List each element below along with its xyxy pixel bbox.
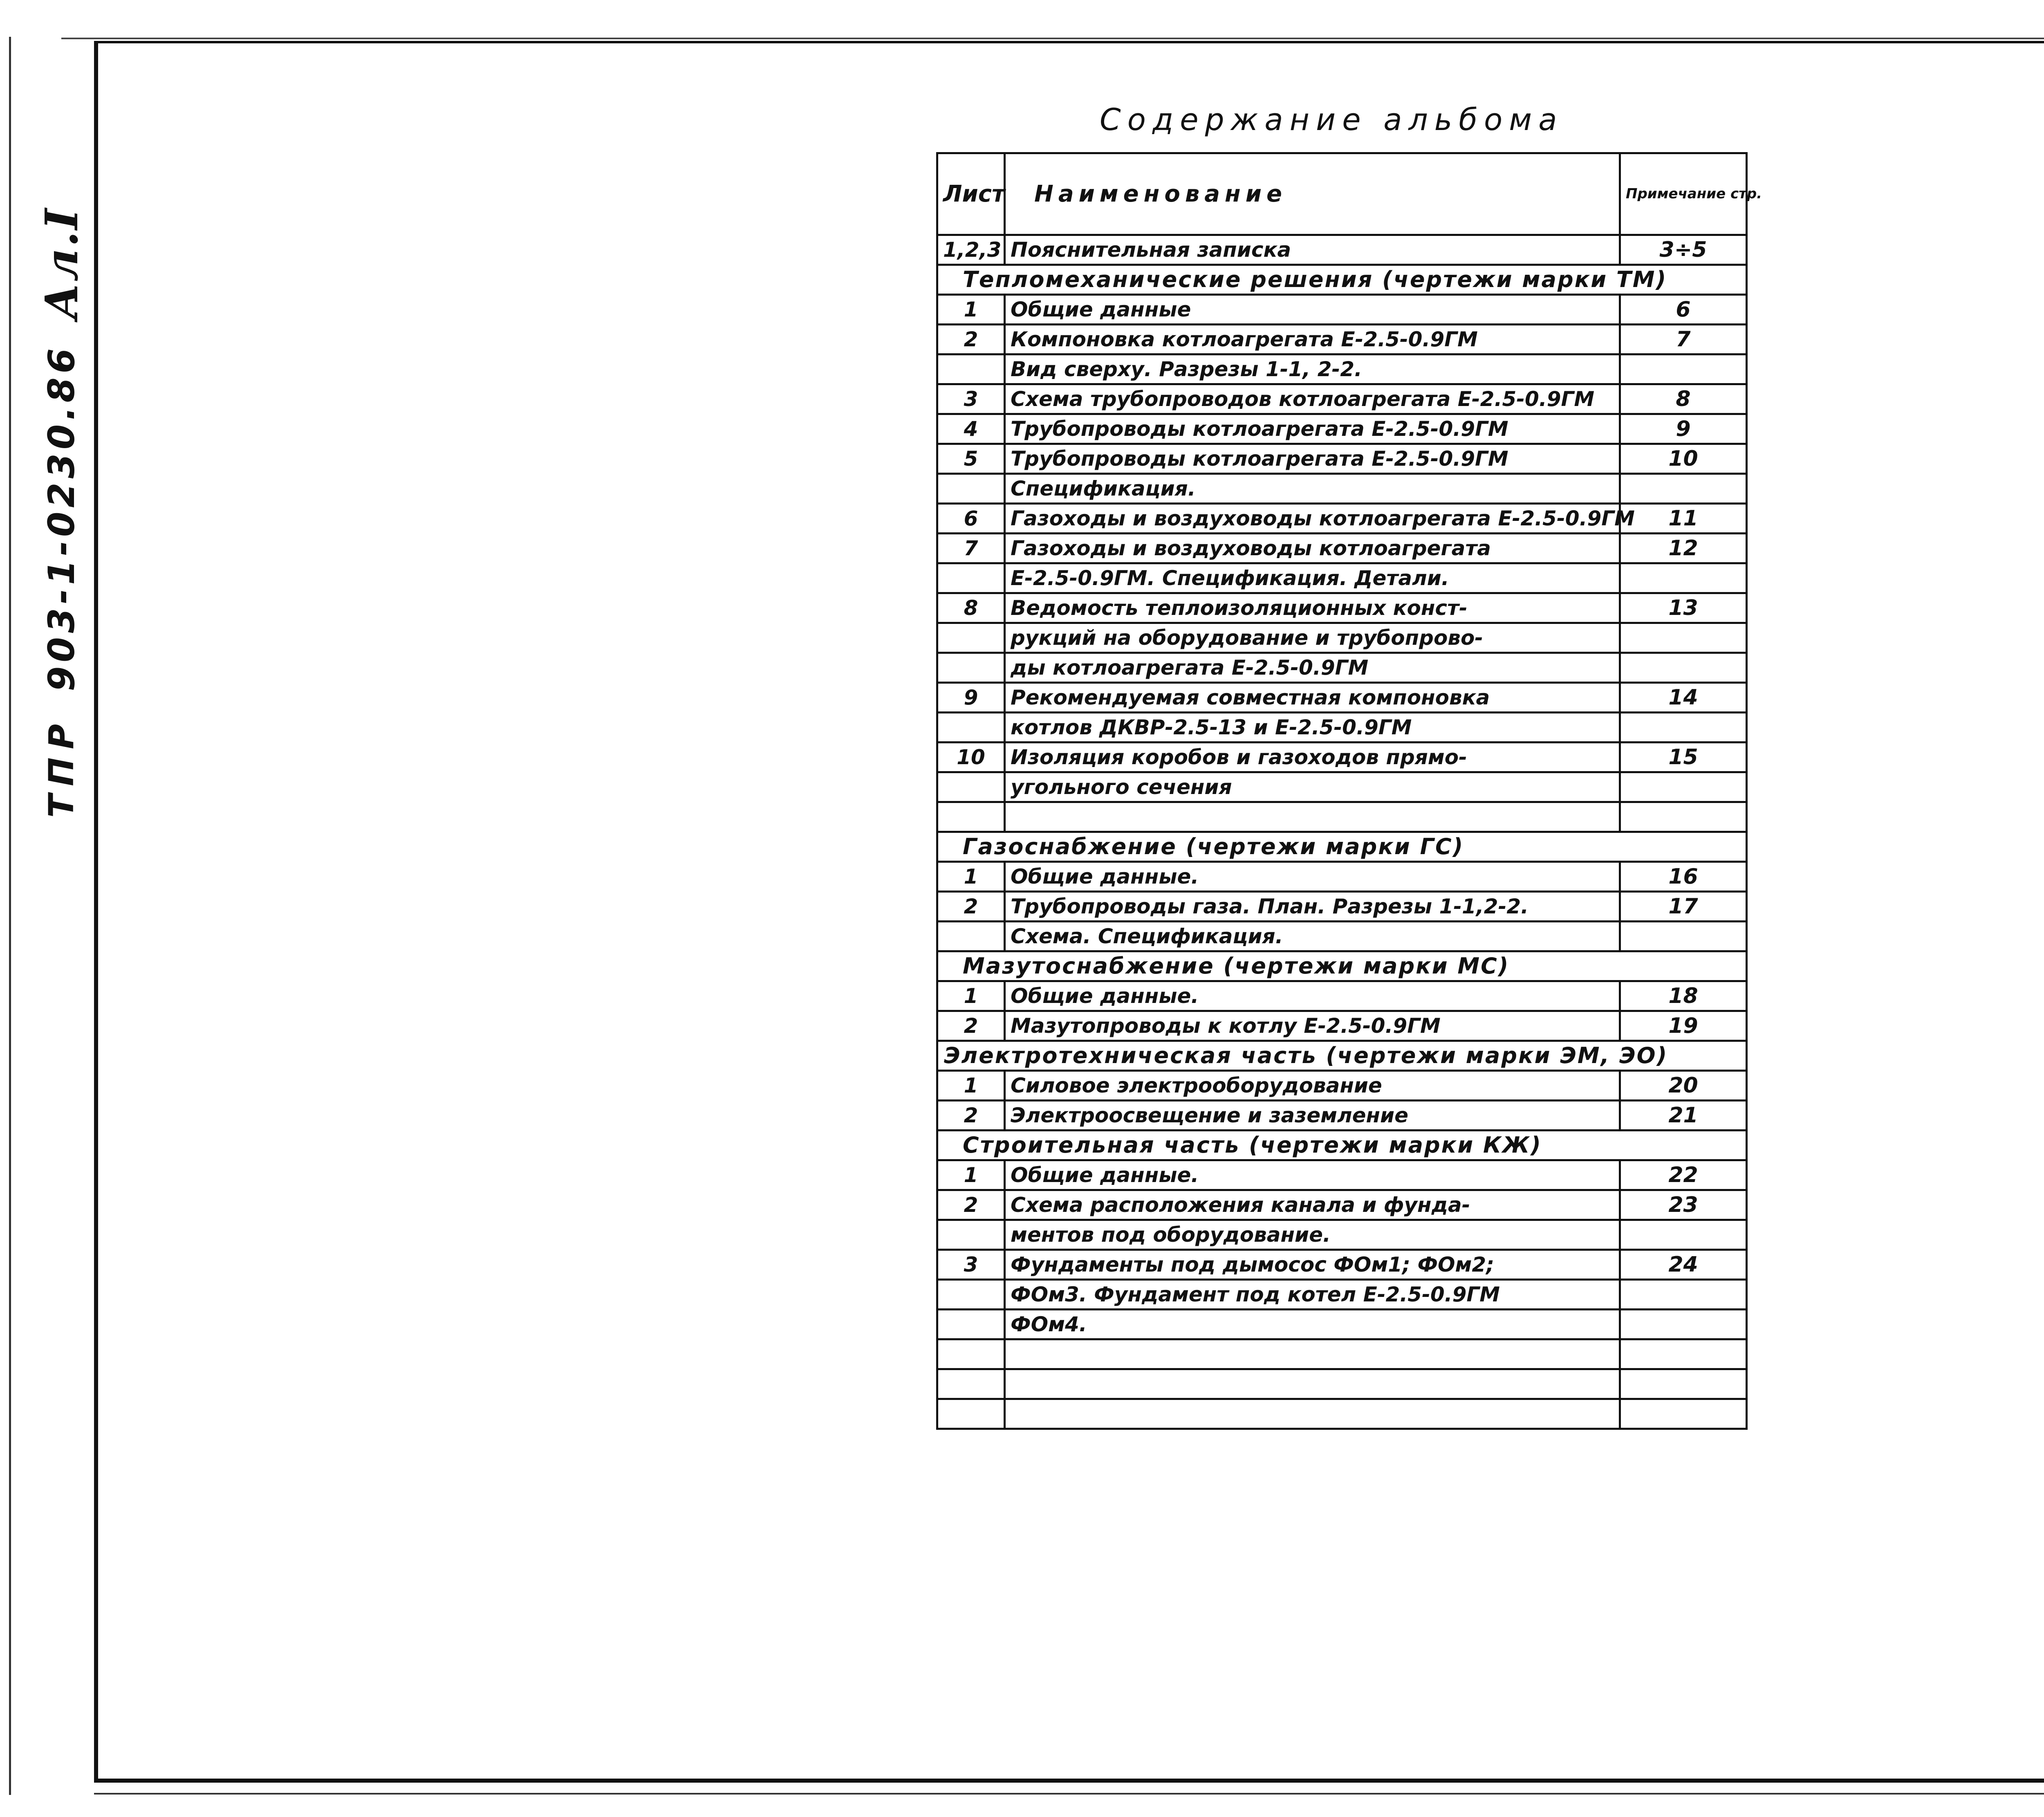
row-page (1620, 1369, 1747, 1399)
row-page (1620, 474, 1747, 504)
row-sheet-number (937, 623, 1005, 653)
row-sheet-number (937, 772, 1005, 802)
row-sheet-number: 1,2,3 (937, 235, 1005, 265)
table-row (937, 623, 1747, 653)
row-sheet-number: 1 (937, 862, 1005, 892)
table-row (937, 981, 1747, 1011)
row-name: Схема трубопроводов котлоагрегата Е-2.5-0.9ГМ (1005, 384, 1620, 414)
row-page (1620, 772, 1747, 802)
row-name: Трубопроводы котлоагрегата Е-2.5-0.9ГМ (1005, 444, 1620, 474)
row-sheet-number: 1 (937, 1071, 1005, 1101)
row-name: Трубопроводы котлоагрегата Е-2.5-0.9ГМ (1005, 414, 1620, 444)
row-sheet-number (937, 563, 1005, 593)
row-name (1005, 1369, 1620, 1399)
row-page: 11 (1620, 504, 1747, 534)
table-row (937, 534, 1747, 563)
row-name: Общие данные. (1005, 1160, 1620, 1190)
table-row (937, 713, 1747, 743)
sheet-top-edge (61, 38, 2044, 39)
row-sheet-number: 1 (937, 295, 1005, 325)
table-row (937, 1190, 1747, 1220)
table-row (937, 474, 1747, 504)
row-name: ФОм4. (1005, 1310, 1620, 1339)
row-page: 20 (1620, 1071, 1747, 1101)
table-row (937, 743, 1747, 772)
row-sheet-number (937, 1339, 1005, 1369)
sheet-bottom-edge (94, 1793, 2044, 1795)
row-name: угольного сечения (1005, 772, 1620, 802)
stamp-project-number: 903-1-0230.86 (40, 344, 83, 691)
row-name (1005, 1339, 1620, 1369)
contents-table (936, 152, 1762, 1430)
row-sheet-number: 1 (937, 1160, 1005, 1190)
row-page: 24 (1620, 1250, 1747, 1280)
sheet-left-edge (9, 37, 11, 1795)
row-page (1620, 1220, 1747, 1250)
table-row (937, 1339, 1747, 1369)
row-page: 9 (1620, 414, 1747, 444)
table-row (937, 593, 1747, 623)
table-row (937, 295, 1747, 325)
table-row (937, 802, 1747, 832)
table-row (937, 563, 1747, 593)
row-name: ментов под оборудование. (1005, 1220, 1620, 1250)
row-sheet-number: 2 (937, 892, 1005, 922)
table-row (937, 653, 1747, 683)
table-row (937, 1220, 1747, 1250)
row-name: ФОм3. Фундамент под котел Е-2.5-0.9ГМ (1005, 1280, 1620, 1310)
row-name: Компоновка котлоагрегата Е-2.5-0.9ГМ (1005, 325, 1620, 354)
table-row (937, 772, 1747, 802)
row-sheet-number (937, 1310, 1005, 1339)
contents-table-body (937, 153, 1762, 1429)
row-page: 21 (1620, 1101, 1747, 1131)
row-page: 16 (1620, 862, 1747, 892)
row-sheet-number (937, 474, 1005, 504)
row-name: Изоляция коробов и газоходов прямо- (1005, 743, 1620, 772)
row-sheet-number (937, 1369, 1005, 1399)
row-name: Общие данные. (1005, 862, 1620, 892)
row-name: Газоходы и воздуховоды котлоагрегата Е-2.5-0.9ГМ (1005, 504, 1620, 534)
row-page: 18 (1620, 981, 1747, 1011)
row-sheet-number: 2 (937, 1101, 1005, 1131)
table-row (937, 235, 1747, 265)
row-sheet-number (937, 354, 1005, 384)
row-page: 23 (1620, 1190, 1747, 1220)
section-row (937, 1041, 1747, 1071)
row-sheet-number: 3 (937, 1250, 1005, 1280)
section-title: Тепломеханические решения (чертежи марки ТМ) (937, 265, 1747, 295)
row-sheet-number: 5 (937, 444, 1005, 474)
row-name: Общие данные (1005, 295, 1620, 325)
table-row (937, 1310, 1747, 1339)
table-row (937, 325, 1747, 354)
header-sheet: Лист (937, 153, 1005, 235)
row-page: 6 (1620, 295, 1747, 325)
row-page (1620, 802, 1747, 832)
row-name: Общие данные. (1005, 981, 1620, 1011)
table-row (937, 1160, 1747, 1190)
row-name: Силовое электрооборудование (1005, 1071, 1620, 1101)
header-note: Примечание стр. (1620, 153, 1747, 235)
row-page (1620, 1339, 1747, 1369)
row-sheet-number (937, 653, 1005, 683)
row-page: 3÷5 (1620, 235, 1747, 265)
table-row (937, 1250, 1747, 1280)
row-name: Мазутопроводы к котлу Е-2.5-0.9ГМ (1005, 1011, 1620, 1041)
row-sheet-number: 7 (937, 534, 1005, 563)
row-sheet-number: 2 (937, 325, 1005, 354)
row-name: котлов ДКВР-2.5-13 и Е-2.5-0.9ГМ (1005, 713, 1620, 743)
row-page (1620, 1310, 1747, 1339)
row-name: Фундаменты под дымосос ФОм1; ФОм2; (1005, 1250, 1620, 1280)
row-page (1620, 713, 1747, 743)
row-sheet-number (937, 1399, 1005, 1429)
table-row (937, 1369, 1747, 1399)
row-page: 17 (1620, 892, 1747, 922)
section-row (937, 265, 1747, 295)
stamp-series: ТПР (41, 716, 81, 818)
table-header-row (937, 153, 1747, 235)
table-row (937, 892, 1747, 922)
section-title: Газоснабжение (чертежи марки ГС) (937, 832, 1747, 862)
row-page: 13 (1620, 593, 1747, 623)
table-row (937, 354, 1747, 384)
row-name: Рекомендуемая совместная компоновка (1005, 683, 1620, 713)
row-name (1005, 802, 1620, 832)
row-page (1620, 922, 1747, 951)
side-stamp (33, 207, 90, 818)
section-row (937, 832, 1747, 862)
row-sheet-number (937, 922, 1005, 951)
section-title: Мазутоснабжение (чертежи марки МС) (937, 951, 1747, 981)
row-page (1620, 1399, 1747, 1429)
row-page: 8 (1620, 384, 1747, 414)
row-page: 22 (1620, 1160, 1747, 1190)
row-sheet-number (937, 1220, 1005, 1250)
row-page: 14 (1620, 683, 1747, 713)
section-row (937, 951, 1747, 981)
row-name: Е-2.5-0.9ГМ. Спецификация. Детали. (1005, 563, 1620, 593)
table-row (937, 1011, 1747, 1041)
row-page: 19 (1620, 1011, 1747, 1041)
section-row (937, 1131, 1747, 1160)
stamp-album: Ал.I (35, 207, 88, 320)
row-page (1620, 1280, 1747, 1310)
table-row (937, 384, 1747, 414)
table-row (937, 414, 1747, 444)
header-name: Наименование (1005, 153, 1620, 235)
row-sheet-number: 6 (937, 504, 1005, 534)
row-page: 7 (1620, 325, 1747, 354)
row-name: Вид сверху. Разрезы 1-1, 2-2. (1005, 354, 1620, 384)
row-sheet-number: 2 (937, 1011, 1005, 1041)
row-name: Ведомость теплоизоляционных конст- (1005, 593, 1620, 623)
row-page (1620, 623, 1747, 653)
row-sheet-number (937, 713, 1005, 743)
row-sheet-number: 3 (937, 384, 1005, 414)
row-name: Электроосвещение и заземление (1005, 1101, 1620, 1131)
row-name: ды котлоагрегата Е-2.5-0.9ГМ (1005, 653, 1620, 683)
row-name (1005, 1399, 1620, 1429)
row-sheet-number: 2 (937, 1190, 1005, 1220)
row-sheet-number: 9 (937, 683, 1005, 713)
row-page (1620, 653, 1747, 683)
section-title: Строительная часть (чертежи марки КЖ) (937, 1131, 1747, 1160)
row-name: рукций на оборудование и трубопрово- (1005, 623, 1620, 653)
row-sheet-number (937, 802, 1005, 832)
row-sheet-number: 1 (937, 981, 1005, 1011)
row-page: 10 (1620, 444, 1747, 474)
table-row (937, 444, 1747, 474)
row-name: Пояснительная записка (1005, 235, 1620, 265)
row-name: Трубопроводы газа. План. Разрезы 1-1,2-2. (1005, 892, 1620, 922)
table-row (937, 922, 1747, 951)
table-row (937, 504, 1747, 534)
row-page (1620, 563, 1747, 593)
page-title: Содержание альбома (1100, 102, 1564, 137)
table-row (937, 1280, 1747, 1310)
section-title: Электротехническая часть (чертежи марки ЭМ, ЭО) (937, 1041, 1747, 1071)
row-page: 15 (1620, 743, 1747, 772)
table-row (937, 1071, 1747, 1101)
row-name: Спецификация. (1005, 474, 1620, 504)
row-sheet-number (937, 1280, 1005, 1310)
row-page: 12 (1620, 534, 1747, 563)
row-sheet-number: 8 (937, 593, 1005, 623)
table-row (937, 1399, 1747, 1429)
row-name: Схема. Спецификация. (1005, 922, 1620, 951)
row-name: Схема расположения канала и фунда- (1005, 1190, 1620, 1220)
table-row (937, 1101, 1747, 1131)
row-name: Газоходы и воздуховоды котлоагрегата (1005, 534, 1620, 563)
table-row (937, 683, 1747, 713)
row-page (1620, 354, 1747, 384)
row-sheet-number: 4 (937, 414, 1005, 444)
row-sheet-number: 10 (937, 743, 1005, 772)
table-row (937, 862, 1747, 892)
